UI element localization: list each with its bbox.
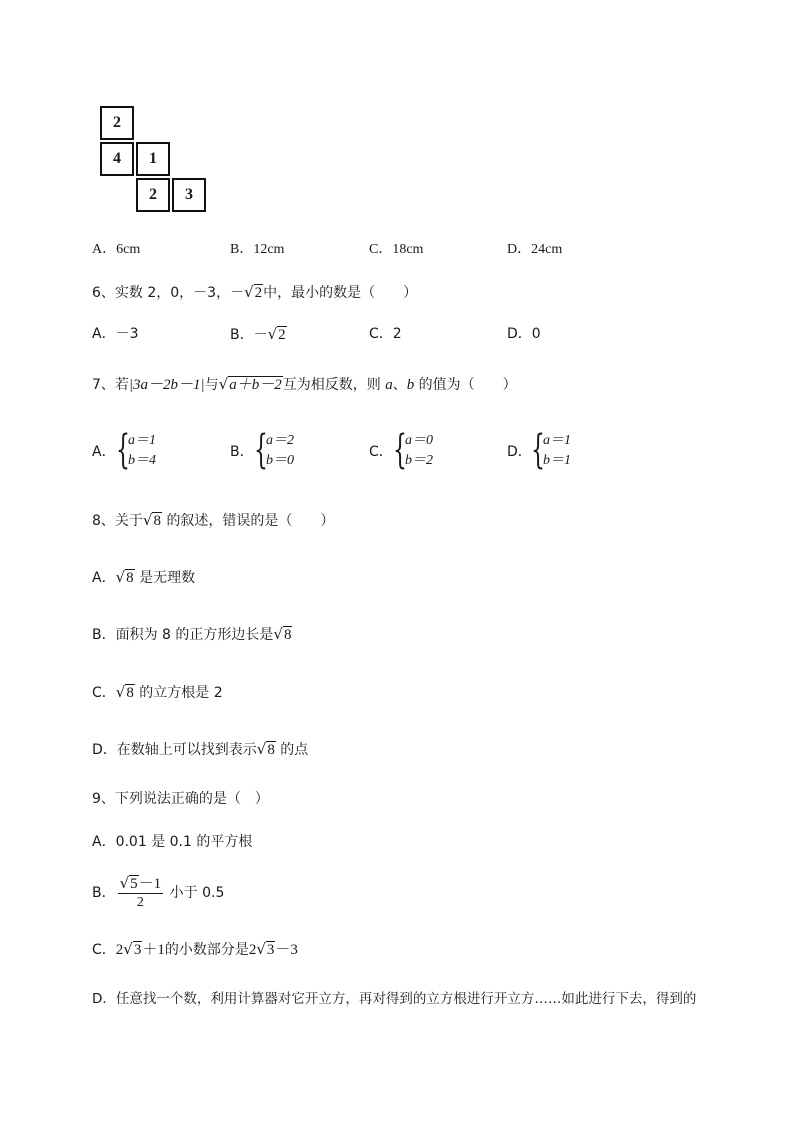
- q9-option-c: C．2√3＋1的小数部分是2√3－3: [92, 940, 298, 958]
- net-cell: 3: [172, 178, 206, 212]
- net-cell: 4: [100, 142, 134, 176]
- q6-option-c: C．2: [369, 326, 402, 342]
- q6-option-a: A．－3: [92, 326, 139, 342]
- q8-option-b: B．面积为 8 的正方形边长是√8: [92, 625, 292, 643]
- net-cell: 2: [136, 178, 170, 212]
- q7-abs-expression: |3a－2b－1|: [128, 377, 205, 393]
- q7-option-a: A． { a＝1 b＝4: [92, 427, 156, 473]
- q9-option-d: D．任意找一个数，利用计算器对它开立方，再对得到的立方根进行开立方……如此进行下去，得到的: [92, 991, 697, 1007]
- q7-option-d: D． { a＝1 b＝1: [507, 427, 571, 473]
- q5-option-a: A．6cm: [92, 242, 141, 257]
- q5-option-b: B．12cm: [230, 242, 285, 257]
- net-cell: 2: [100, 106, 134, 140]
- q8-option-a: A．√8 是无理数: [92, 568, 196, 586]
- q7-stem: 7、若|3a－2b－1|与√a＋b－2互为相反数，则 a、b 的值为（ ）: [92, 375, 517, 393]
- q9-fraction: $\frac{√5-1}{2}$: [119, 874, 162, 910]
- q6-option-d: D．0: [507, 326, 541, 342]
- q8-stem: 8、关于√8 的叙述，错误的是（ ）: [92, 511, 335, 529]
- q8-option-c: C．√8 的立方根是 2: [92, 683, 223, 701]
- q9-option-a: A．0.01 是 0.1 的平方根: [92, 834, 253, 850]
- q7-option-c: C． { a＝0 b＝2: [369, 427, 433, 473]
- q6-stem: [92, 282, 417, 303]
- q5-option-c: C．18cm: [369, 242, 424, 257]
- q6-stem-text-tail: 中，最小的数是（ ）: [263, 285, 418, 301]
- q6-radical: √2: [244, 283, 263, 301]
- q7-radical: √a＋b－2: [218, 375, 282, 393]
- q9-option-b: B． $\frac{√5-1}{2}$ 小于 0.5: [92, 874, 225, 910]
- q9-stem: 9、下列说法正确的是（ ）: [92, 791, 269, 807]
- q6-option-b: B．－√2: [230, 325, 286, 343]
- net-cell: 1: [136, 142, 170, 176]
- q8-option-d: D．在数轴上可以找到表示√8 的点: [92, 740, 309, 758]
- q7-option-b: B． { a＝2 b＝0: [230, 427, 294, 473]
- q5-option-d: D．24cm: [507, 242, 563, 257]
- cube-net-figure: [100, 106, 210, 216]
- q6-stem-text: 6、实数 2，0，－3，－: [92, 285, 245, 301]
